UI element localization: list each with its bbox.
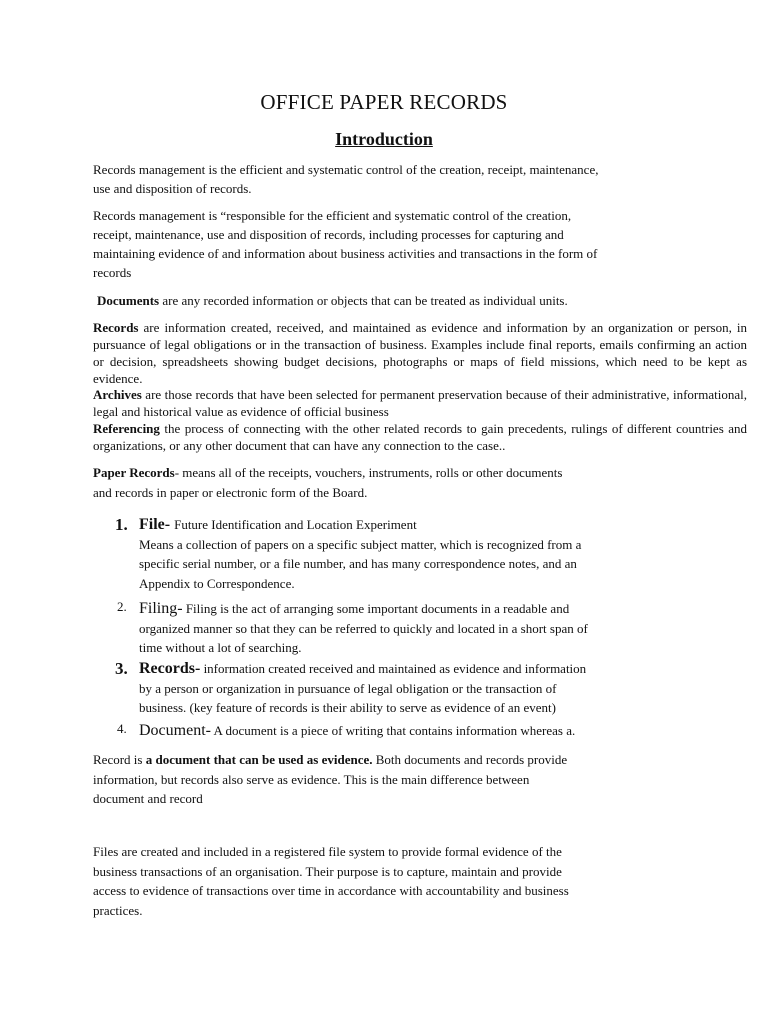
term-referencing: Referencing xyxy=(93,421,160,436)
text-line: organized manner so that they can be referred to quickly and located in a short span of xyxy=(139,620,588,636)
archives-definition xyxy=(93,386,747,420)
text-line: records xyxy=(93,265,132,280)
records-text: are information created, received, and maintained as evidence and information by an organization or person, in pursuance of legal obligations or in the transaction of business. Examples include final reports, emails confirming an action or decision, spreadsheets showing budget decisions, photographs or maps of field missions, which need to be kept as evidence. xyxy=(93,320,747,386)
referencing-text: the process of connecting with the other related records to gain precedents, rulings of different countries and organizations, or any other document that can have any connection to the case.. xyxy=(93,421,747,453)
text-line: maintaining evidence of and information about business activities and transactions in the form of xyxy=(93,246,598,261)
documents-definition xyxy=(97,291,568,310)
list-term: Document xyxy=(139,722,206,739)
archives-text: are those records that have been selected for permanent preservation because of their administrative, informational, legal and historical value as evidence of official business xyxy=(93,387,747,419)
page-title: OFFICE PAPER RECORDS xyxy=(260,90,508,114)
list-inline-text: Filing is the act of arranging some important documents in a readable and xyxy=(182,601,570,616)
text-line: Records management is “responsible for the efficient and systematic control of the creation, xyxy=(93,208,572,223)
definition-paragraph-2 xyxy=(93,206,668,282)
paper-records-text: - means all of the receipts, vouchers, instruments, rolls or other documents xyxy=(174,465,563,480)
files-paragraph xyxy=(93,842,569,920)
paper-records-definition xyxy=(93,463,562,503)
text-line: business. (key feature of records is their ability to serve as evidence of an event) xyxy=(139,700,556,715)
section-heading: Introduction xyxy=(335,129,433,149)
record-vs-document-paragraph: Record is a document that can be used as evidence. Both documents and records provide information, but records also serve as evidence. This is the main difference between document and record xyxy=(93,750,567,809)
term-documents: Documents xyxy=(97,293,160,308)
emphasis-text: a document that can be used as evidence. xyxy=(145,752,373,767)
document-page: OFFICE PAPER RECORDS Introduction Records management is the efficient and systematic control of the creation, receipt, maintenance, use and disposition of records. Records management is “responsible for the efficient and systematic control of the creation, receipt, maintenance, use and disposition of records, including processes for capturing and maintaining evidence of and information about business activities and transactions in the form of records Documents are any recorded information or objects that can be treated as individual units. Records are information created, received, and maintained as evidence and information by an organization or person, in pursuance of legal obligations or in the transaction of business. Examples include final reports, emails confirming an action or decision, spreadsheets showing budget decisions, photographs or maps of field missions, which need to be kept as evidence. Archives are those records that have been selected for permanent preservation because of their administrative, informational, legal and historical value as evidence of official business Referencing the process of connecting with the other related records to gain precedents, rulings of different countries and organizations, or any other document that can have any connection to the case.. Paper Records- means all of the receipts, vouchers, instruments, rolls or other documents and records in paper or electronic form of the Board. 1. File- Future Identification and Location Experiment Means a collection of papers on a specific subject matter, which is recognized from a specific serial number, or a file number, and has many correspondence notes, and an Appendix to Correspondence. 2. Filing- Filing is the act of arranging some important documents in a readable and organized manner so that they can be referred to quickly and located in a short span of time without a lot of searching. 3. Records- information created received and maintained as evidence and information by a person or organization in pursuance of legal obligation or the transaction of business. (key feature of records is their ability to serve as evidence of an event) 4. Document- A document is a piece of writing that contains information whereas a. Record is a document that can be used as evidence. Both documents and records provide information, but records also serve as evidence. This is the main difference between document and record Files are created and included in a registered file system to provide formal evidence of the business transactions of an organisation. Their purpose is to capture, maintain and provide access to evidence of transactions over time in accordance with accountability and business practices. xyxy=(0,0,768,1024)
text-line: time without a lot of searching. xyxy=(139,640,302,655)
text-line: Appendix to Correspondence. xyxy=(139,575,295,591)
text-line: use and disposition of records. xyxy=(93,181,252,196)
list-number: 2. xyxy=(117,599,127,614)
text-line: practices. xyxy=(93,902,143,918)
list-number: 3. xyxy=(115,659,128,678)
list-number: 1. xyxy=(115,515,128,534)
list-inline-text: information created received and maintained as evidence and information xyxy=(200,661,587,676)
list-number: 4. xyxy=(117,721,127,736)
list-term: Records xyxy=(139,660,195,677)
list-term: File xyxy=(139,516,165,533)
documents-text: are any recorded information or objects that can be treated as individual units. xyxy=(159,293,568,308)
list-inline-text: Future Identification and Location Experiment xyxy=(174,517,417,532)
definition-paragraph-1 xyxy=(93,160,668,198)
term-paper-records: Paper Records xyxy=(93,465,175,480)
text-line: access to evidence of transactions over time in accordance with accountability and business xyxy=(93,883,569,898)
text-line: by a person or organization in pursuance of legal obligation or the transaction of xyxy=(139,680,557,696)
list-term: Filing xyxy=(139,600,178,617)
term-records: Records xyxy=(93,320,139,335)
text-line: information, but records also serve as evidence. This is the main difference between xyxy=(93,771,530,787)
text-line: Means a collection of papers on a specific subject matter, which is recognized from a xyxy=(139,536,582,552)
text-line: specific serial number, or a file number, and has many correspondence notes, and an xyxy=(139,556,577,571)
text-line: receipt, maintenance, use and disposition of records, including processes for capturing and xyxy=(93,227,564,242)
term-archives: Archives xyxy=(93,387,142,402)
referencing-definition xyxy=(93,420,747,454)
records-definition xyxy=(93,319,747,387)
text-line: Files are created and included in a registered file system to provide formal evidence of the xyxy=(93,844,562,859)
text-line: business transactions of an organisation. Their purpose is to capture, maintain and provide xyxy=(93,863,562,879)
text-line: document and record xyxy=(93,791,203,806)
list-inline-text: A document is a piece of writing that contains information whereas a. xyxy=(210,723,576,738)
text-line: Records management is the efficient and systematic control of the creation, receipt, maintenance, xyxy=(93,162,599,177)
text-line: and records in paper or electronic form of the Board. xyxy=(93,485,368,500)
